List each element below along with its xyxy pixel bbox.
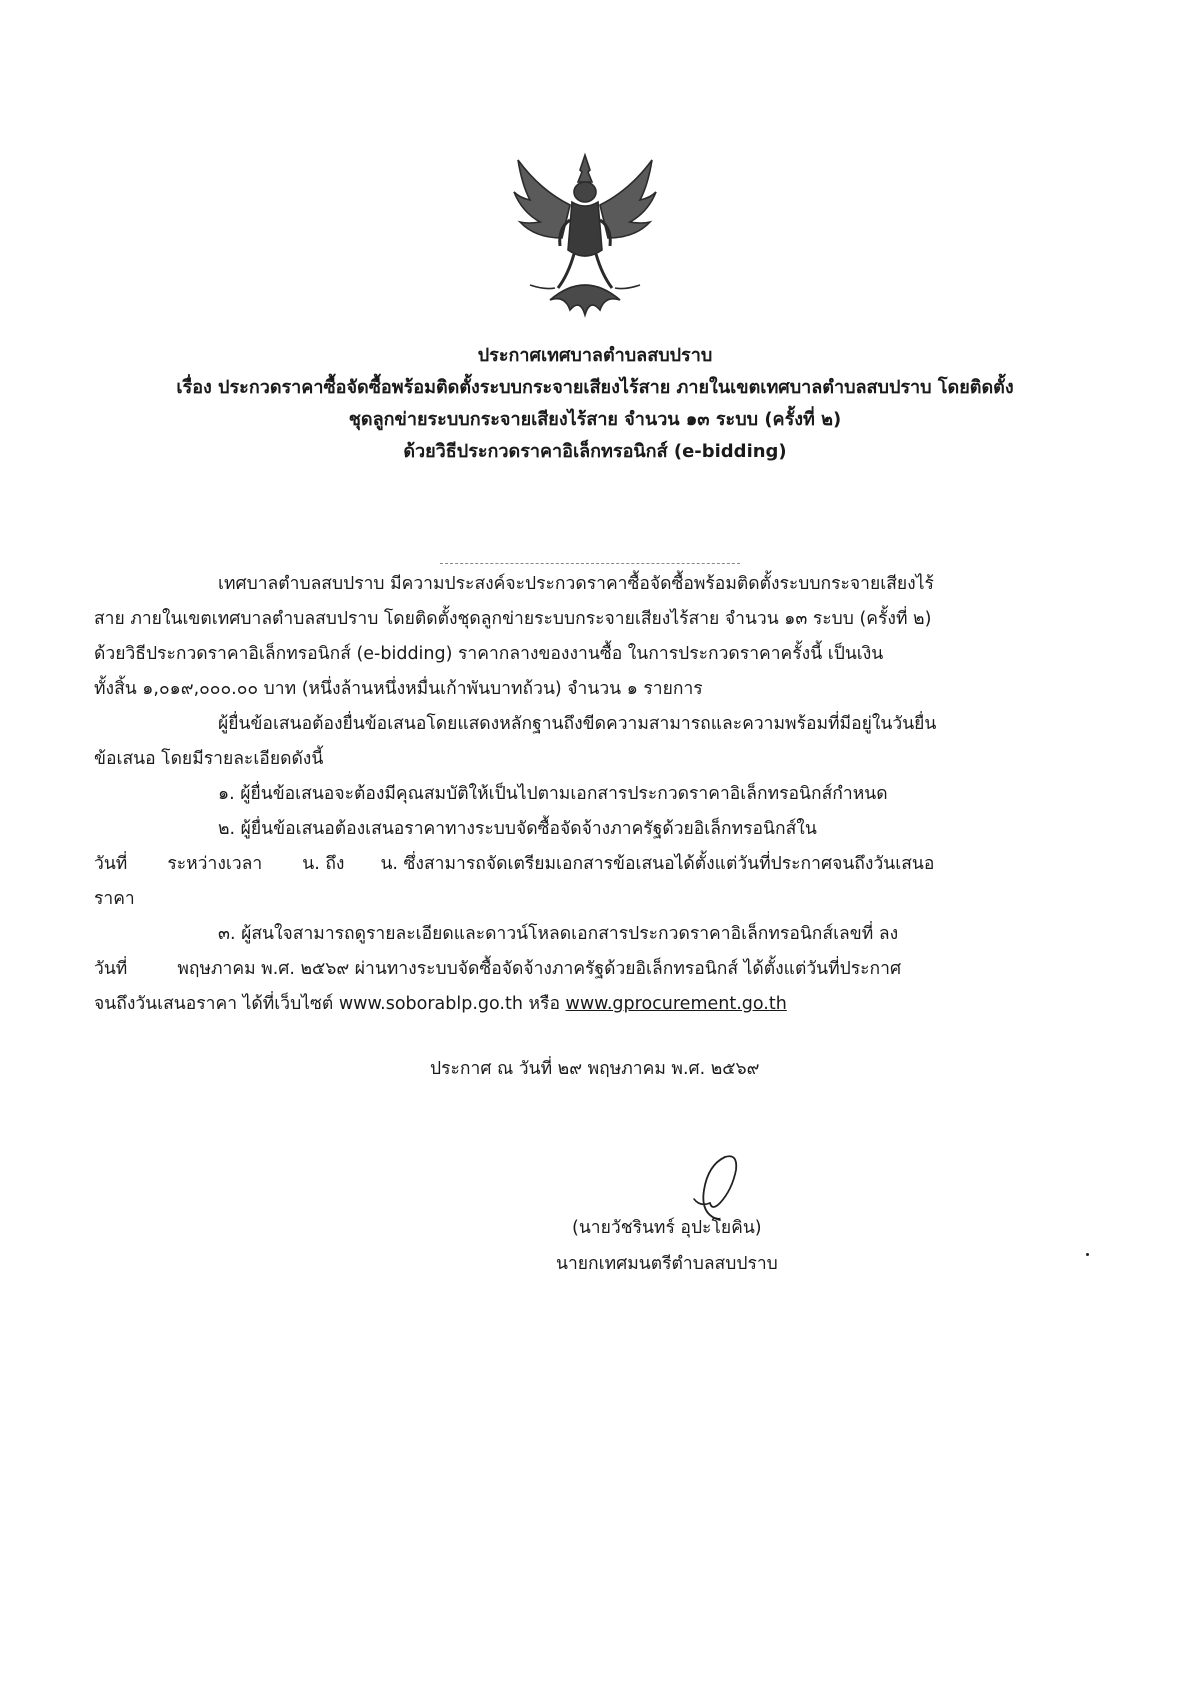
body-para2-line2: ข้อเสนอ โดยมีรายละเอียดดังนี้ <box>94 749 324 769</box>
body-para1-line2: สาย ภายในเขตเทศบาลตำบลสบปราบ โดยติดตั้งชุดลูกข่ายระบบกระจายเสียงไร้สาย จำนวน ๑๓ ระบบ (ครั้งที่ ๒) <box>94 609 932 629</box>
scan-speck <box>1086 1253 1089 1256</box>
item2-rest: น. ซึ่งสามารถจัดเตรียมเอกสารข้อเสนอได้ตั้งแต่วันที่ประกาศจนถึงวันเสนอ <box>380 854 935 874</box>
announcement-subject-line2: ชุดลูกข่ายระบบกระจายเสียงไร้สาย จำนวน ๑๓ ระบบ (ครั้งที่ ๒) <box>348 409 842 430</box>
item3-date-label: วันที่ <box>94 959 128 979</box>
item2-to-label: น. ถึง <box>302 854 345 874</box>
signer-name: (นายวัชรินทร์ อุปะโยคิน) <box>572 1218 762 1238</box>
body-item2-line3: ราคา <box>94 889 135 909</box>
body-item2-line2 <box>94 852 934 876</box>
body-item1: ๑. ผู้ยื่นข้อเสนอจะต้องมีคุณสมบัติให้เป็นไปตามเอกสารประกวดราคาอิเล็กทรอนิกส์กำหนด <box>218 784 888 804</box>
announcement-subject-line1: เรื่อง ประกวดราคาซื้อจัดซื้อพร้อมติดตั้งระบบกระจายเสียงไร้สาย ภายในเขตเทศบาลตำบลสบปราบ โดยติดตั้ง <box>176 377 1014 398</box>
body-para2-line1: ผู้ยื่นข้อเสนอต้องยื่นข้อเสนอโดยแสดงหลักฐานถึงขีดความสามารถและความพร้อมที่มีอยู่ในวันยื่น <box>218 714 937 734</box>
item3-rest: พฤษภาคม พ.ศ. ๒๕๖๙ ผ่านทางระบบจัดซื้อจัดจ้างภาครัฐด้วยอิเล็กทรอนิกส์ ได้ตั้งแต่วันที่ประกาศ <box>177 959 902 979</box>
gprocurement-link[interactable]: www.gprocurement.go.th <box>565 994 787 1014</box>
body-para1-line1: เทศบาลตำบลสบปราบ มีความประสงค์จะประกวดราคาซื้อจัดซื้อพร้อมติดตั้งระบบกระจายเสียงไร้ <box>218 574 934 594</box>
announcement-method-line: ด้วยวิธีประกวดราคาอิเล็กทรอนิกส์ (e-bidding) <box>403 441 787 462</box>
garuda-emblem-icon <box>510 150 660 320</box>
heading-divider <box>440 563 740 564</box>
signer-position: นายกเทศมนตรีตำบลสบปราบ <box>556 1254 778 1274</box>
body-para1-line3: ด้วยวิธีประกวดราคาอิเล็กทรอนิกส์ (e-bidding) ราคากลางของงานซื้อ ในการประกวดราคาครั้งนี้ เป็นเงิน <box>94 644 884 664</box>
body-item2-line1: ๒. ผู้ยื่นข้อเสนอต้องเสนอราคาทางระบบจัดซื้อจัดจ้างภาครัฐด้วยอิเล็กทรอนิกส์ใน <box>218 819 817 839</box>
announcement-date: ประกาศ ณ วันที่ ๒๙ พฤษภาคม พ.ศ. ๒๕๖๙ <box>430 1059 760 1079</box>
body-item3-line3 <box>94 992 787 1016</box>
item2-time-label: ระหว่างเวลา <box>167 854 263 874</box>
body-item3-line1: ๓. ผู้สนใจสามารถดูรายละเอียดและดาวน์โหลดเอกสารประกวดราคาอิเล็กทรอนิกส์เลขที่ ลง <box>218 924 899 944</box>
item3-website-text: จนถึงวันเสนอราคา ได้ที่เว็บไซต์ www.soborablp.go.th หรือ <box>94 994 566 1014</box>
announcement-org-title: ประกาศเทศบาลตำบลสบปราบ <box>477 345 713 366</box>
item2-date-label: วันที่ <box>94 854 128 874</box>
body-para1-line4: ทั้งสิ้น ๑,๐๑๙,๐๐๐.๐๐ บาท (หนึ่งล้านหนึ่งหมื่นเก้าพันบาทถ้วน) จำนวน ๑ รายการ <box>94 679 703 699</box>
body-item3-line2 <box>94 957 901 981</box>
